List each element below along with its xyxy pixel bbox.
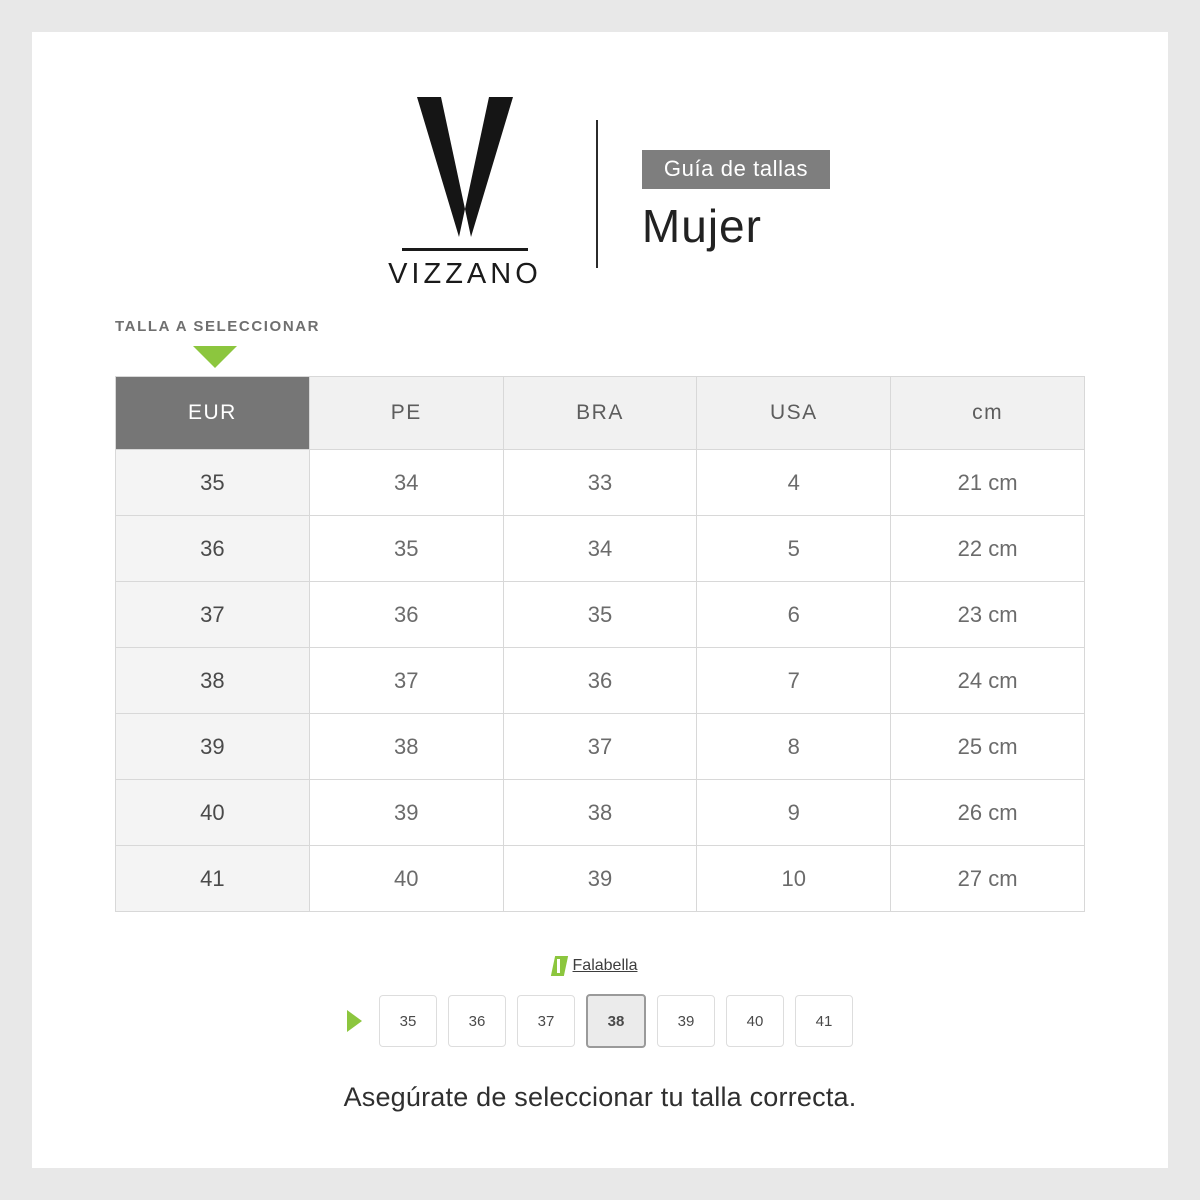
cell-cm: 21 cm (891, 450, 1085, 516)
cell-eur: 37 (116, 582, 310, 648)
cell-cm: 23 cm (891, 582, 1085, 648)
size-chip-39[interactable]: 39 (657, 995, 715, 1047)
table-row (116, 714, 1085, 780)
size-guide-badge: Guía de tallas (642, 150, 830, 189)
cell-usa: 5 (697, 516, 891, 582)
table-row (116, 450, 1085, 516)
falabella-size-picker (347, 956, 853, 1048)
cell-eur: 38 (116, 648, 310, 714)
cell-eur: 35 (116, 450, 310, 516)
select-size-hint (115, 318, 1085, 376)
page-title: Mujer (641, 199, 762, 252)
cell-usa: 6 (697, 582, 891, 648)
cell-eur: 39 (116, 714, 310, 780)
header (370, 94, 830, 294)
triangle-down-icon (193, 346, 237, 368)
column-header-eur: EUR (116, 377, 310, 450)
cell-bra: 37 (503, 714, 697, 780)
cell-pe: 38 (309, 714, 503, 780)
size-chip-38[interactable]: 38 (586, 994, 646, 1048)
falabella-brand (553, 956, 638, 976)
cell-pe: 36 (309, 582, 503, 648)
cell-pe: 40 (309, 846, 503, 912)
cell-eur: 41 (116, 846, 310, 912)
size-chip-40[interactable]: 40 (726, 995, 784, 1047)
size-table-head (116, 377, 1085, 450)
table-row (116, 648, 1085, 714)
cell-cm: 24 cm (891, 648, 1085, 714)
cell-bra: 36 (503, 648, 697, 714)
table-row (116, 846, 1085, 912)
hint-label: TALLA A SELECCIONAR (115, 318, 321, 335)
column-header-cm: cm (891, 377, 1085, 450)
size-chip-37[interactable]: 37 (517, 995, 575, 1047)
table-row (116, 582, 1085, 648)
cell-usa: 8 (697, 714, 891, 780)
cell-usa: 4 (697, 450, 891, 516)
cell-eur: 40 (116, 780, 310, 846)
size-chip-35[interactable]: 35 (379, 995, 437, 1047)
falabella-logo-icon (550, 956, 567, 976)
column-header-usa: USA (697, 377, 891, 450)
brand-logo (370, 97, 560, 291)
cell-usa: 10 (697, 846, 891, 912)
size-chip-row (347, 994, 853, 1048)
brand-wordmark: VIZZANO (388, 258, 542, 290)
cell-cm: 25 cm (891, 714, 1085, 780)
cell-pe: 37 (309, 648, 503, 714)
table-row (116, 780, 1085, 846)
play-arrow-icon (347, 1010, 362, 1032)
cell-cm: 22 cm (891, 516, 1085, 582)
column-header-pe: PE (309, 377, 503, 450)
column-header-bra: BRA (503, 377, 697, 450)
cell-bra: 33 (503, 450, 697, 516)
cell-cm: 27 cm (891, 846, 1085, 912)
cell-pe: 39 (309, 780, 503, 846)
header-vertical-divider (596, 120, 598, 268)
cell-bra: 34 (503, 516, 697, 582)
cell-cm: 26 cm (891, 780, 1085, 846)
cell-pe: 35 (309, 516, 503, 582)
cell-pe: 34 (309, 450, 503, 516)
size-table (115, 376, 1085, 912)
falabella-name: Falabella (572, 957, 638, 974)
cell-usa: 9 (697, 780, 891, 846)
table-row (116, 516, 1085, 582)
title-block (642, 136, 830, 253)
vizzano-v-logo-icon (411, 97, 519, 242)
cell-eur: 36 (116, 516, 310, 582)
cell-bra: 35 (503, 582, 697, 648)
size-guide-card (32, 32, 1168, 1168)
size-table-body (116, 450, 1085, 912)
cell-bra: 39 (503, 846, 697, 912)
size-chip-36[interactable]: 36 (448, 995, 506, 1047)
footnote: Asegúrate de seleccionar tu talla correcta. (343, 1082, 857, 1112)
logo-divider (402, 248, 528, 251)
table-header-row (116, 377, 1085, 450)
cell-bra: 38 (503, 780, 697, 846)
size-chip-41[interactable]: 41 (795, 995, 853, 1047)
cell-usa: 7 (697, 648, 891, 714)
